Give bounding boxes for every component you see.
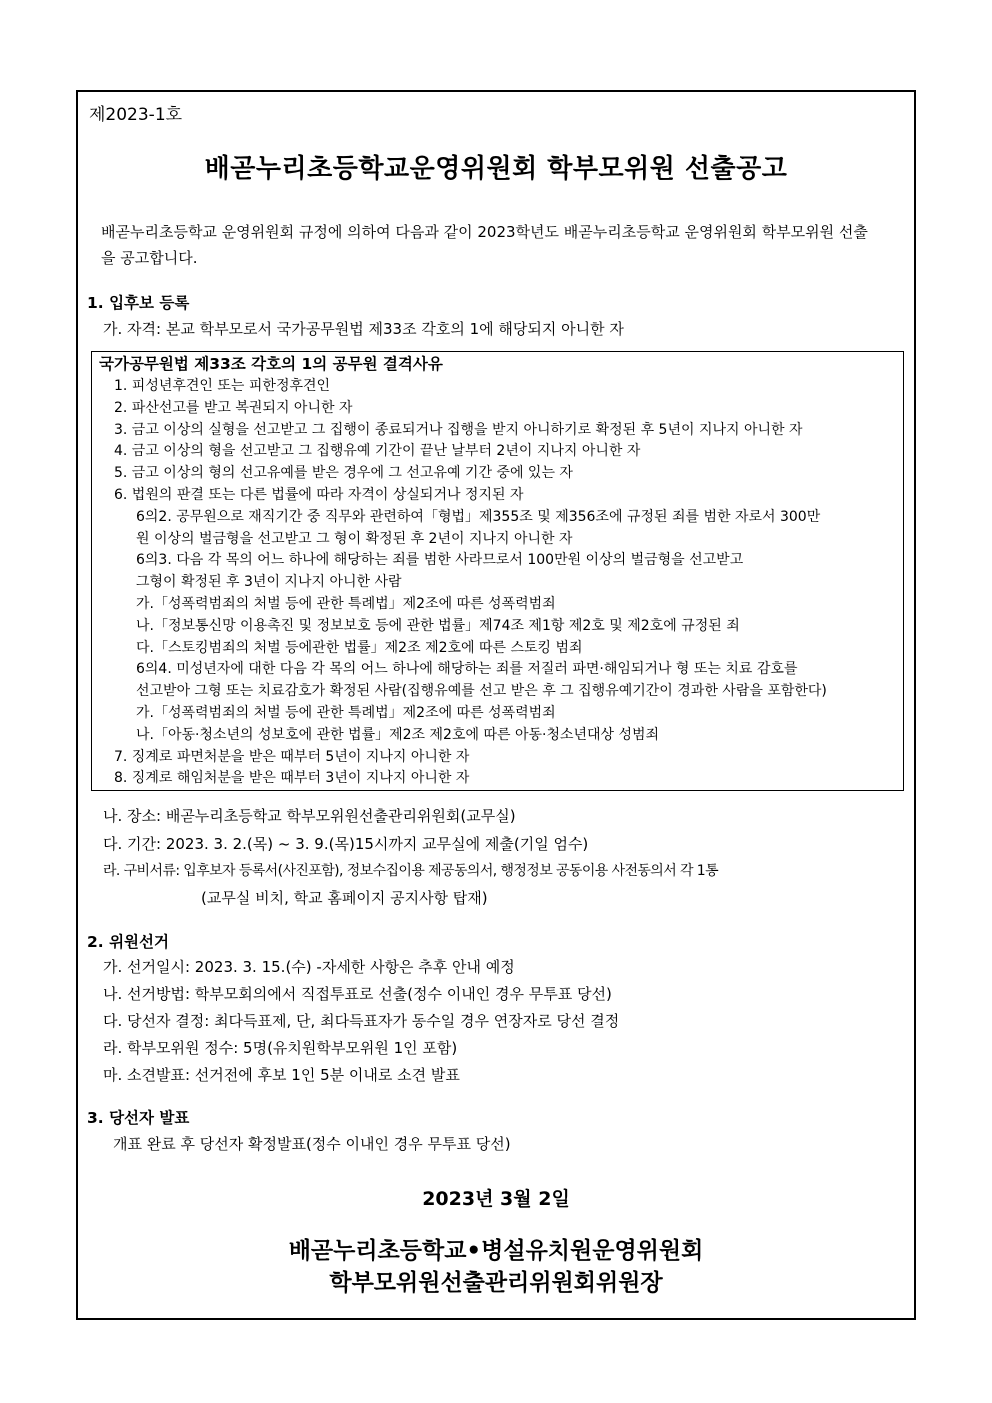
election-item: 라. 학부모위원 정수: 5명(유치원학부모위원 1인 포함) [103,1039,458,1057]
disqualification-list [114,376,827,790]
list-item: 6의3. 다음 각 목의 어느 하나에 해당하는 죄를 범한 사라므로서 100만원 이상의 벌금형을 선고받고 [136,552,744,569]
documents-note: (교무실 비치, 학교 홈페이지 공지사항 탑재) [201,889,488,907]
place-line: 나. 장소: 배곧누리초등학교 학부모위원선출관리위원회(교무실) [103,807,516,825]
section2-heading: 2. 위원선거 [87,933,169,951]
list-item: 나.「아동·청소년의 성보호에 관한 법률」제2조 제2호에 따른 아동·청소년대상 성범죄 [136,726,660,743]
election-item: 가. 선거일시: 2023. 3. 15.(수) -자세한 사항은 추후 안내 예정 [103,958,515,976]
disqualification-box [91,351,904,791]
document-number: 제2023-1호 [89,105,183,125]
list-item: 7. 징계로 파면처분을 받은 때부터 5년이 지나지 아니한 자 [114,748,470,765]
box-title: 국가공무원법 제33조 각호의 1의 공무원 결격사유 [99,355,443,373]
list-item: 5. 금고 이상의 형의 선고유예를 받은 경우에 그 선고유예 기간 중에 있는 자 [114,465,573,482]
list-item: 8. 징계로 해임처분을 받은 때부터 3년이 지나지 아니한 자 [114,770,470,787]
list-item: 6의4. 미성년자에 대한 다음 각 목의 어느 하나에 해당하는 죄를 저질러 파면·해임되거나 형 또는 치료 감호를 [136,661,798,678]
qualification-line: 가. 자격: 본교 학부모로서 국가공무원법 제33조 각호의 1에 해당되지 아니한 자 [103,320,624,338]
list-item: 가.「성폭력범죄의 처벌 등에 관한 특례법」제2조에 따른 성폭력범죄 [136,704,556,721]
signature-organization: 배곧누리초등학교•병설유치원운영위원회 [288,1238,704,1264]
period-line: 다. 기간: 2023. 3. 2.(목) ~ 3. 9.(목)15시까지 교무실에 제출(기일 엄수) [103,835,589,853]
section3-heading: 3. 당선자 발표 [87,1109,190,1127]
list-item: 6. 법원의 판결 또는 다른 법률에 따라 자격이 상실되거나 정지된 자 [114,486,524,503]
notice-date: 2023년 3월 2일 [422,1188,570,1210]
list-item: 그형이 확정된 후 3년이 지나지 아니한 사람 [136,574,402,591]
list-item: 1. 피성년후견인 또는 피한정후견인 [114,378,331,394]
notice-title: 배곧누리초등학교운영위원회 학부모위원 선출공고 [204,154,788,184]
list-item: 다.「스토킹범죄의 처벌 등에관한 법률」제2조 제2호에 따른 스토킹 범죄 [136,639,583,656]
announcement-line: 개표 완료 후 당선자 확정발표(정수 이내인 경우 무투표 당선) [113,1135,511,1153]
signature-title: 학부모위원선출관리위원회위원장 [329,1270,663,1296]
list-item: 선고받아 그형 또는 치료감호가 확정된 사람(집행유예를 선고 받은 후 그 집행유예기간이 경과한 사람을 포함한다) [136,683,827,700]
election-item: 나. 선거방법: 학부모회의에서 직접투표로 선출(정수 이내인 경우 무투표 당선) [103,985,612,1003]
list-item: 가.「성폭력범죄의 처벌 등에 관한 특례법」제2조에 따른 성폭력범죄 [136,595,556,612]
intro-paragraph: 배곧누리초등학교 운영위원회 규정에 의하여 다음과 같이 2023학년도 배곧누리초등학교 운영위원회 학부모위원 선출을 공고합니다. [101,223,868,267]
list-item: 나.「정보통신망 이용촉진 및 정보보호 등에 관한 법률」제74조 제1항 제2호 및 제2호에 규정된 죄 [136,617,740,634]
notice-frame [76,90,916,1320]
list-item: 4. 금고 이상의 형을 선고받고 그 집행유예 기간이 끝난 날부터 2년이 지나지 아니한 자 [114,443,641,460]
election-item: 마. 소견발표: 선거전에 후보 1인 5분 이내로 소견 발표 [103,1066,460,1084]
list-item: 원 이상의 벌금형을 선고받고 그 형이 확정된 후 2년이 지나지 아니한 자 [136,530,573,547]
list-item: 3. 금고 이상의 실형을 선고받고 그 집행이 종료되거나 집행을 받지 아니하기로 확정된 후 5년이 지나지 아니한 자 [114,421,803,438]
documents-line: 라. 구비서류: 입후보자 등록서(사진포함), 정보수집이용 제공동의서, 행정정보 공동이용 사전동의서 각 1통 [103,863,719,879]
section1-heading: 1. 입후보 등록 [87,294,190,312]
election-item: 다. 당선자 결정: 최다득표제, 단, 최다득표자가 동수일 경우 연장자로 당선 결정 [103,1012,620,1030]
list-item: 6의2. 공무원으로 재직기간 중 직무와 관련하여「형법」제355조 및 제356조에 규정된 죄를 범한 자로서 300만 [136,508,821,525]
list-item: 2. 파산선고를 받고 복권되지 아니한 자 [114,399,353,416]
